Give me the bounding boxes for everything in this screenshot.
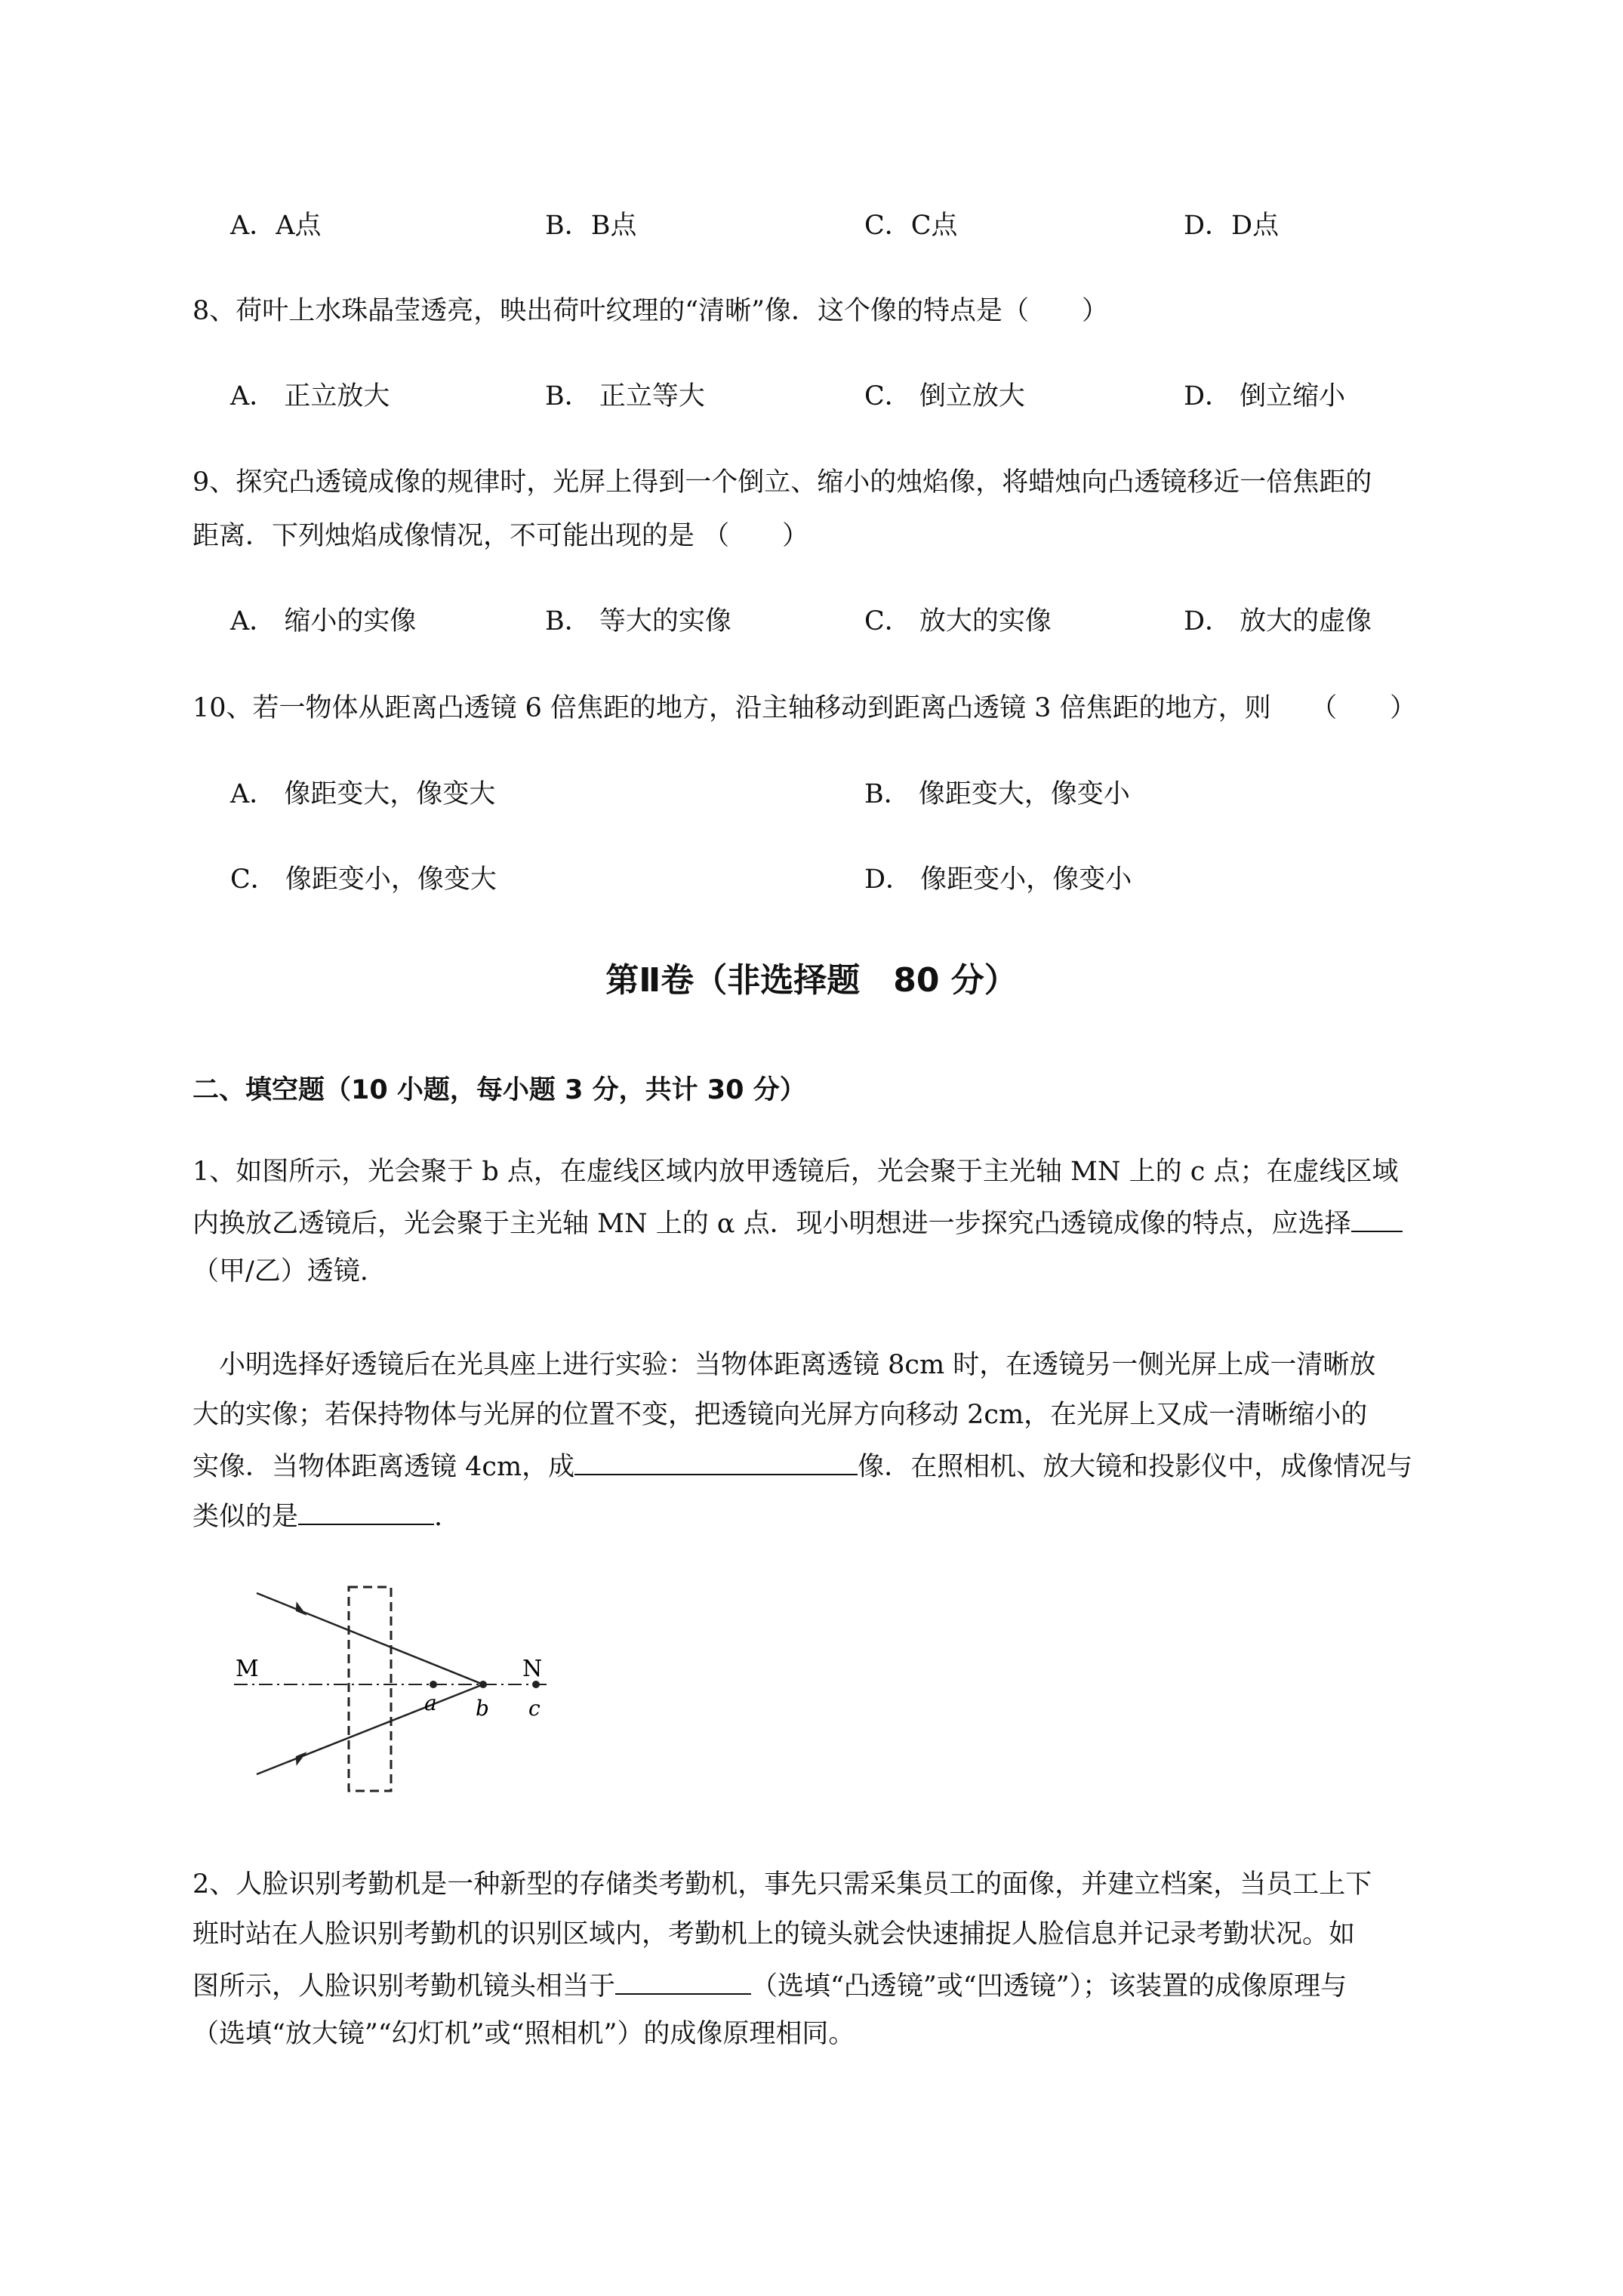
q9-option-b: B． 等大的实像 [545, 606, 731, 636]
fill1-line3: （甲/乙）透镜. [192, 1256, 368, 1287]
q8-option-c: C． 倒立放大 [864, 381, 1025, 411]
point-a [430, 1681, 437, 1688]
q10-option-b: B． 像距变大，像变小 [864, 779, 1130, 809]
q8-option-d: D． 倒立缩小 [1184, 381, 1346, 411]
q10-stem: 10、若一物体从距离凸透镜 6 倍焦距的地方，沿主轴移动到距离凸透镜 3 倍焦距的地方，则 （ ） [192, 693, 1417, 723]
fill1-para2-line2: 大的实像；若保持物体与光屏的位置不变，把透镜向光屏方向移动 2cm，在光屏上又成一清晰缩小的 [192, 1400, 1368, 1430]
fill2-line3 [192, 1968, 1347, 2003]
q9-stem-line1: 9、探究凸透镜成像的规律时，光屏上得到一个倒立、缩小的烛焰像，将蜡烛向凸透镜移近一倍焦距的 [192, 467, 1372, 498]
fill1-blank-3[interactable] [298, 1498, 434, 1525]
fill2-line2: 班时站在人脸识别考勤机的识别区域内，考勤机上的镜头就会快速捕捉人脸信息并记录考勤状况。如 [192, 1919, 1356, 1949]
label-b: b [476, 1696, 489, 1721]
fill1-para2-line3a: 实像．当物体距离透镜 4cm，成 [192, 1452, 575, 1482]
q9-stem-line2: 距离．下列烛焰成像情况，不可能出现的是 （ ） [192, 521, 809, 551]
q8-option-b: B． 正立等大 [545, 381, 705, 411]
q8-stem: 8、荷叶上水珠晶莹透亮，映出荷叶纹理的“清晰”像．这个像的特点是（ ） [192, 296, 1109, 326]
part2-title: 第Ⅱ卷（非选择题 80 分） [605, 961, 1018, 1000]
section2-heading: 二、填空题（10 小题，每小题 3 分，共计 30 分） [192, 1075, 806, 1105]
fill2-blank-1[interactable] [615, 1968, 751, 1995]
fill1-para2-line3b: 像．在照相机、放大镜和投影仪中，成像情况与 [858, 1452, 1413, 1482]
fill1-line2-text: 内换放乙透镜后，光会聚于主光轴 MN 上的 α 点．现小明想进一步探究凸透镜成像的特点，应选择 [192, 1209, 1351, 1239]
q7-option-d: D．D点 [1184, 211, 1280, 241]
lens-diagram [226, 1570, 566, 1797]
q7-option-c: C．C点 [864, 211, 958, 241]
fill2-line3b: （选填“凸透镜”或“凹透镜”）；该装置的成像原理与 [751, 1971, 1347, 2002]
fill1-para2-line1: 小明选择好透镜后在光具座上进行实验：当物体距离透镜 8cm 时，在透镜另一侧光屏上成一清晰放 [219, 1350, 1376, 1380]
point-b [479, 1681, 487, 1688]
fill1-para2-line3 [192, 1448, 1412, 1484]
label-c: c [528, 1696, 540, 1721]
fill2-line1: 2、人脸识别考勤机是一种新型的存储类考勤机，事先只需采集员工的面像，并建立档案，当员工上下 [192, 1869, 1372, 1900]
dashed-lens-region [349, 1587, 391, 1791]
q10-option-c: C． 像距变小，像变大 [230, 864, 497, 895]
q9-option-c: C． 放大的实像 [864, 606, 1052, 636]
ray-lower [257, 1684, 483, 1774]
fill1-para2-line4a: 类似的是 [192, 1502, 299, 1532]
fill1-blank-1[interactable] [1351, 1205, 1403, 1232]
fill2-line3a: 图所示，人脸识别考勤机镜头相当于 [192, 1971, 616, 2002]
q7-option-b: B．B点 [545, 211, 637, 241]
fill1-line1: 1、如图所示，光会聚于 b 点，在虚线区域内放甲透镜后，光会聚于主光轴 MN 上的 c 点；在虚线区域 [192, 1157, 1399, 1187]
label-a: a [424, 1690, 437, 1715]
q10-option-a: A． 像距变大，像变大 [230, 779, 496, 809]
q10-option-d: D． 像距变小，像变小 [864, 864, 1132, 895]
q9-option-a: A． 缩小的实像 [230, 606, 417, 636]
ray-upper [257, 1593, 483, 1684]
q7-option-a: A．A点 [230, 211, 322, 241]
fill1-blank-2[interactable] [574, 1448, 858, 1475]
label-n: N [522, 1656, 543, 1682]
q8-option-a: A． 正立放大 [230, 381, 390, 411]
label-m: M [236, 1656, 259, 1682]
fill1-para2-line4b: . [434, 1502, 443, 1532]
fill1-line2 [192, 1205, 1403, 1240]
fill2-line4: （选填“放大镜”“幻灯机”或“照相机”）的成像原理相同。 [192, 2019, 855, 2049]
q9-option-d: D． 放大的虚像 [1184, 606, 1372, 636]
fill1-para2-line4 [192, 1498, 442, 1533]
